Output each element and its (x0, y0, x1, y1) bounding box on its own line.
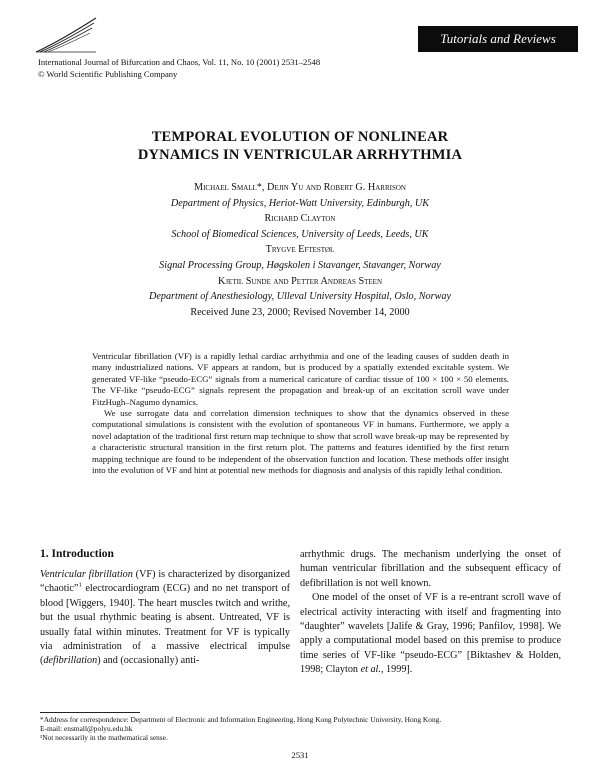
author-names-4: Kjetil Sunde and Petter Andreas Steen (217, 275, 383, 287)
footnote-1: ¹Not necessarily in the mathematical sense. (40, 733, 168, 743)
footnote-divider (40, 712, 140, 713)
intro-left-column (40, 568, 290, 669)
section-heading: 1. Introduction (40, 548, 114, 560)
publisher-logo (34, 14, 104, 54)
intro-p2-text-a: One model of the onset of VF is a re-entrant scroll wave of electrical activity interacting with itself and fragmenting into “daughter” wavelets [Jalife & Gray, 1996; Panfilov, 1998]. We apply a computational model based on this premise to produce time series of VF-like “pseudo-ECG” [Biktashev & Holden, 1998; Clayton (300, 592, 561, 676)
title-line-2: DYNAMICS IN VENTRICULAR ARRHYTHMIA (137, 147, 463, 163)
author-names-3: Trygve Eftestøl (265, 244, 335, 256)
term-defibrillation: defibrillation (43, 655, 98, 667)
author-names-2: Richard Clayton (264, 213, 336, 225)
abstract (92, 351, 509, 476)
journal-header (38, 56, 320, 80)
affiliation-4: Department of Anesthesiology, Ulleval University Hospital, Oslo, Norway (148, 291, 451, 303)
intro-paragraph-1-cont: arrhythmic drugs. The mechanism underlying the onset of human ventricular fibrillation and the subsequent efficacy of defibrillation is not well known. (300, 549, 561, 589)
journal-citation: International Journal of Bifurcation and Chaos, Vol. 11, No. 10 (2001) 2531–2548 (38, 57, 321, 67)
affiliation-1: Department of Physics, Heriot-Watt University, Edinburgh, UK (170, 197, 430, 209)
footnote-address: *Address for correspondence: Department of Electronic and Information Engineering, Hong Kong Polytechnic University, Hong Kong. (40, 715, 442, 724)
author-names-1: Michael Small*, Dejin Yu and Robert G. Harrison (194, 182, 406, 193)
intro-text-a: (VF) is characterized by disorganized “chaotic” (40, 569, 290, 595)
intro-text-c: ) and (occasionally) anti- (97, 655, 200, 667)
publisher-line: © World Scientific Publishing Company (38, 69, 178, 79)
author-block (0, 180, 600, 305)
intro-paragraph-1 (40, 568, 290, 669)
affiliation-2: School of Biomedical Sciences, University of Leeds, Leeds, UK (171, 228, 429, 240)
paper-title (0, 128, 600, 164)
intro-p2-text-b: , 1999]. (380, 664, 413, 676)
intro-right-column (300, 548, 561, 678)
footnote-mark: 1 (78, 582, 82, 590)
footnote-email: E-mail: ensmall@polyu.edu.hk (40, 724, 133, 734)
footnotes (40, 715, 562, 743)
section-banner: Tutorials and Reviews (418, 26, 578, 52)
received-dates: Received June 23, 2000; Revised November 14, 2000 (190, 307, 410, 318)
intro-paragraph-2 (300, 591, 561, 677)
affiliation-3: Signal Processing Group, Høgskolen i Stavanger, Stavanger, Norway (159, 259, 441, 271)
abstract-paragraph-1: Ventricular fibrillation (VF) is a rapidly lethal cardiac arrhythmia and one of the leading causes of sudden death in many industrialized nations. VF appears at random, but is produced by a spatially extended excitable system. We generated VF-like “pseudo-ECG” signals from a numerical caricature of cardiac tissue of 100 × 100 × 50 elements. The VF-like “pseudo-ECG” signals represent the propagation and break-up of an excitation scroll wave under FitzHugh–Nagumo dynamics. (92, 351, 509, 407)
intro-text-b: electrocardiogram (ECG) and no net transport of blood [Wiggers, 1940]. The heart muscles twitch and writhe, but the usual rhythmic beating is absent. Untreated, VF is usually fatal within minutes. Treatment for VF is typically via administration of a massive electrical impulse ( (40, 583, 290, 667)
abstract-paragraph-2: We use surrogate data and correlation dimension techniques to show that the dynamics observed in these computational simulations is consistent with the evolution of spontaneous VF in humans. Furthermore, we apply a novel adaptation of the traditional first return map technique to show that scroll wave break-up may be represented by a characteristic structural transition in the first return plot. The patterns and features identified by the first return mapping technique are found to be independent of the observation function and location. These methods offer insight into the evolution of VF and hint at potential new methods for diagnosis and analysis of this rapidly lethal condition. (92, 408, 509, 476)
page-number: 2531 (291, 750, 309, 760)
citation-et-al: et al. (360, 664, 381, 676)
term-vf: Ventricular fibrillation (40, 569, 133, 580)
title-line-1: TEMPORAL EVOLUTION OF NONLINEAR (151, 129, 449, 145)
